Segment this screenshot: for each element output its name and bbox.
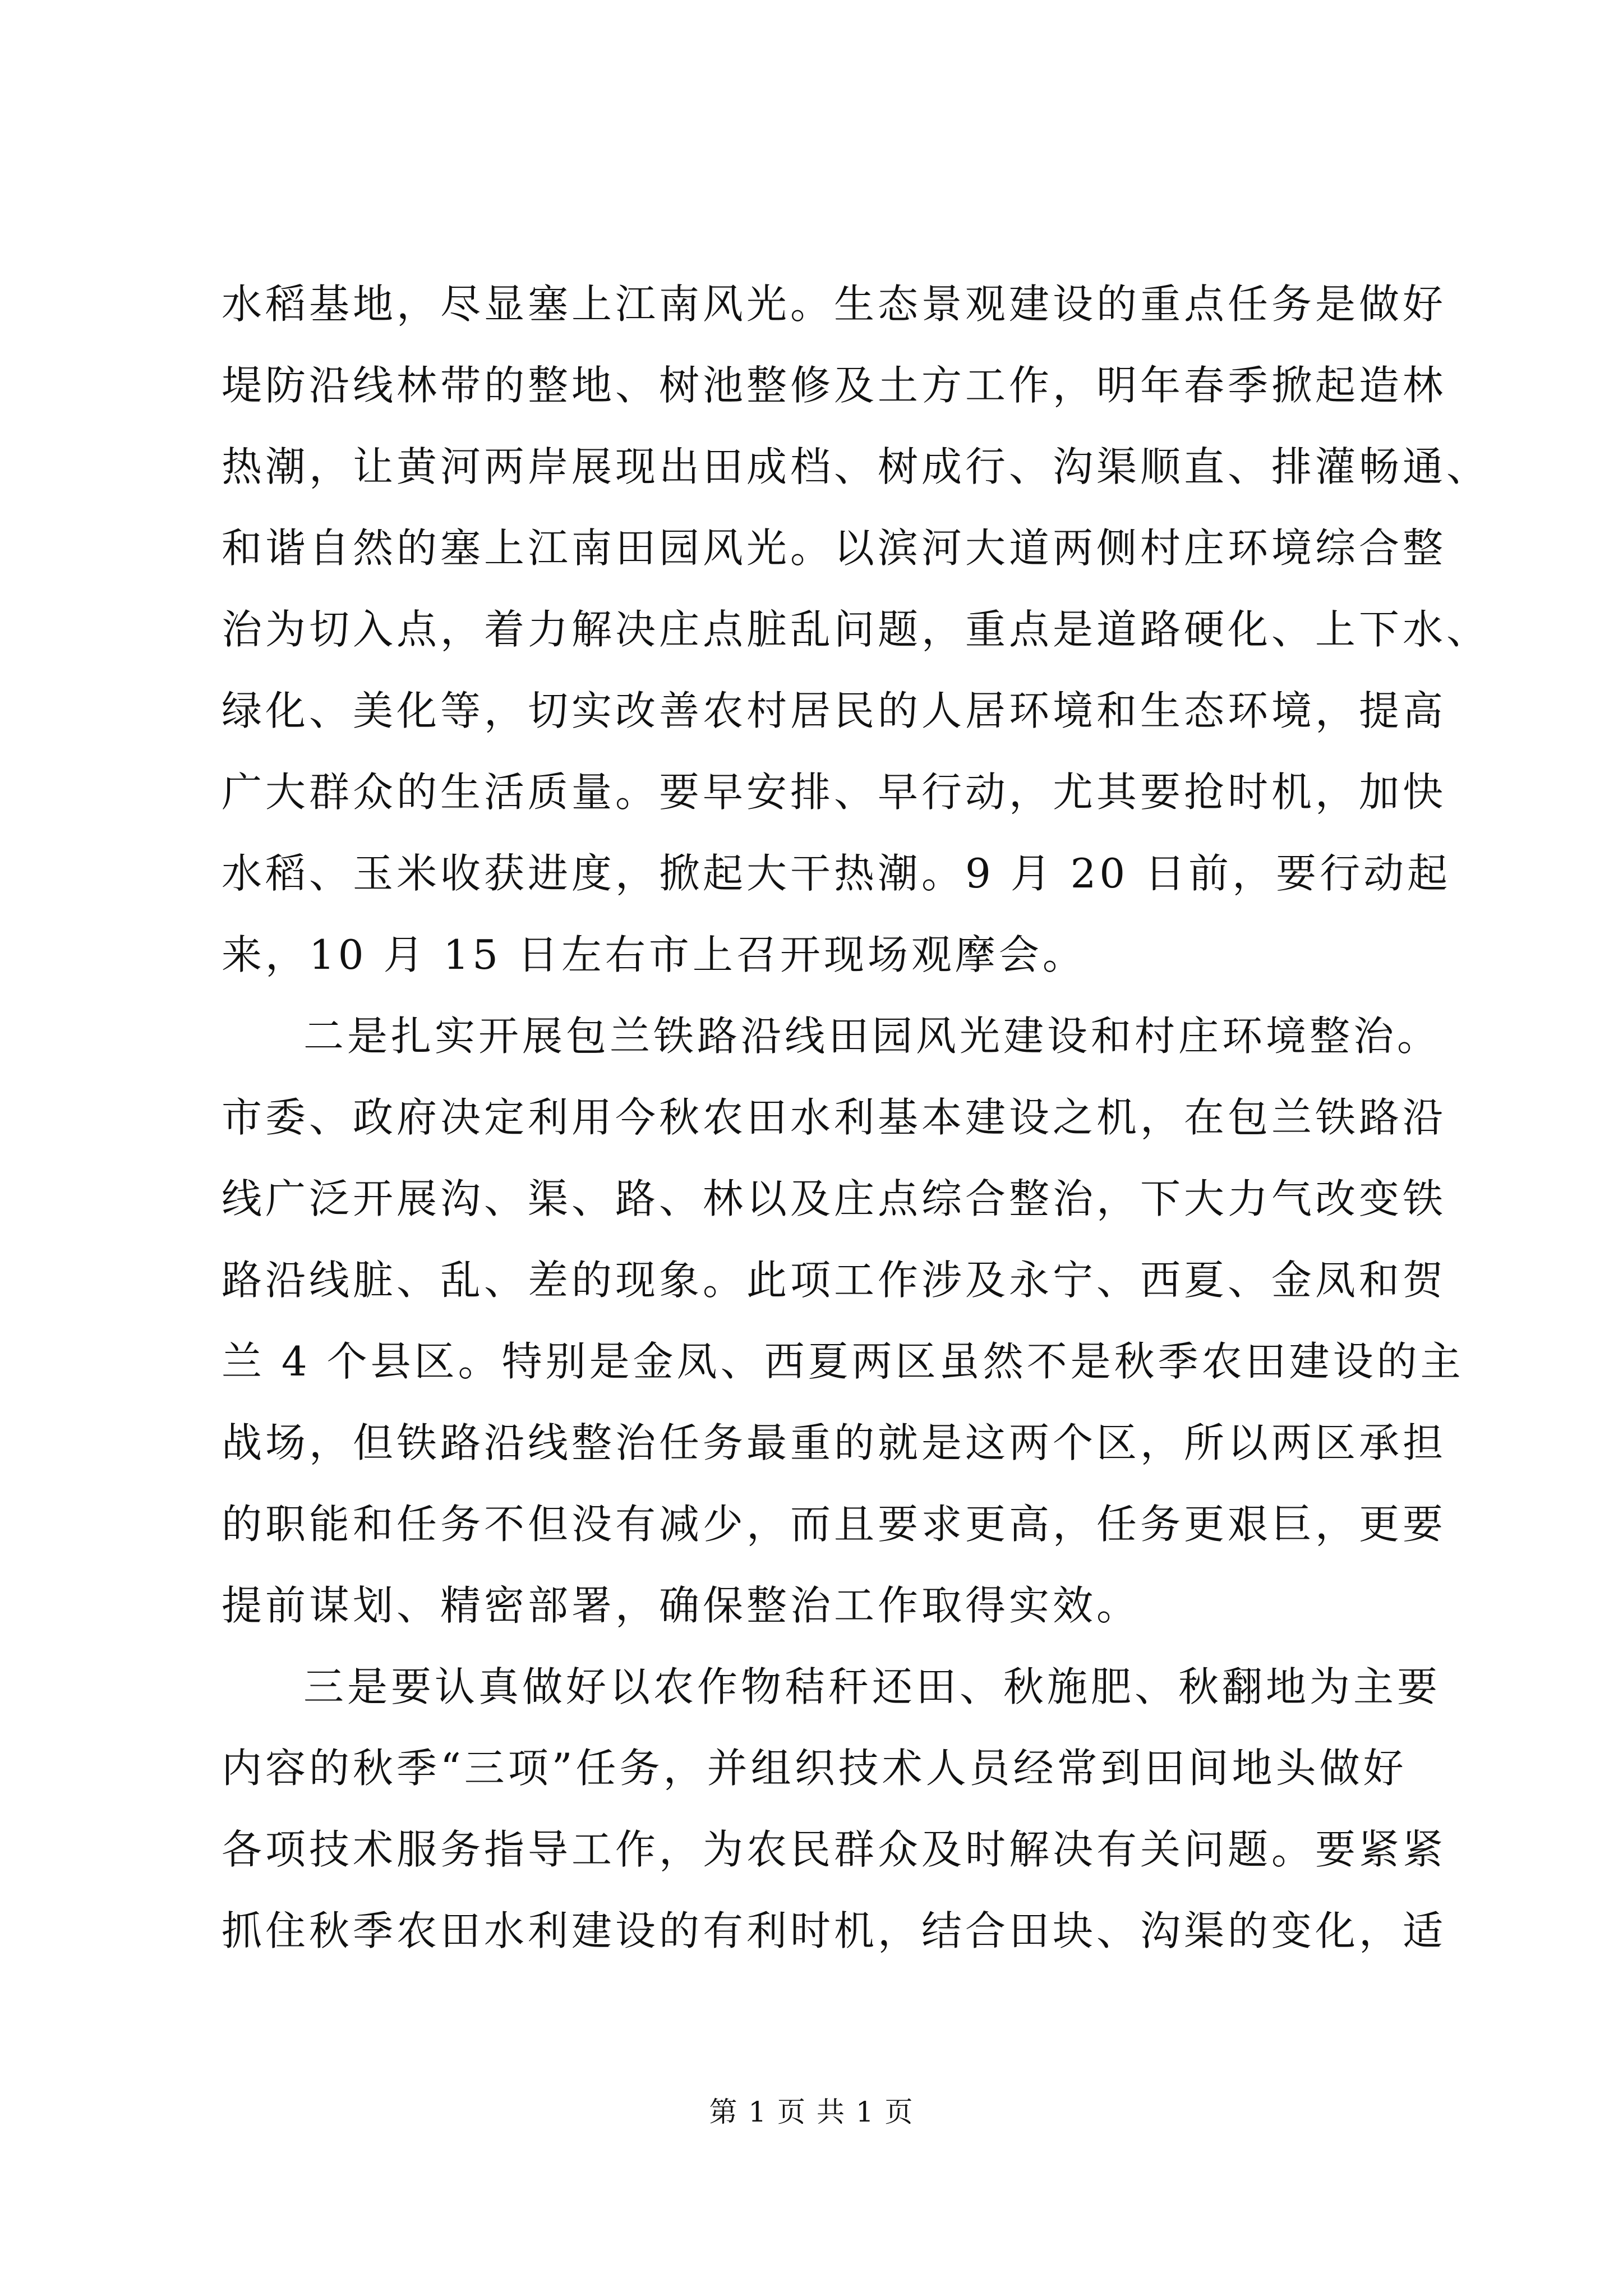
page-number-label: 第 1 页 共 1 页	[709, 2096, 914, 2128]
text-line: 水稻、玉米收获进度，掀起大干热潮。9 月 20 日前，要行动起	[222, 850, 1451, 897]
text-line: 水稻基地，尽显塞上江南风光。生态景观建设的重点任务是做好	[222, 280, 1447, 328]
text-line: 各项技术服务指导工作，为农民群众及时解决有关问题。要紧紧	[222, 1826, 1447, 1873]
text-line: 内容的秋季“三项”任务，并组织技术人员经常到田间地头做好	[222, 1745, 1407, 1792]
text-line: 治为切入点，着力解决庄点脏乱问题，重点是道路硬化、上下水、	[222, 606, 1491, 653]
paragraph-start-line: 三是要认真做好以农作物秸秆还田、秋施肥、秋翻地为主要	[303, 1663, 1441, 1710]
text-line: 抓住秋季农田水利建设的有利时机，结合田块、沟渠的变化，适	[222, 1907, 1447, 1954]
text-line: 提前谋划、精密部署，确保整治工作取得实效。	[222, 1582, 1141, 1629]
document-body	[222, 264, 1491, 1972]
text-line: 线广泛开展沟、渠、路、林以及庄点综合整治，下大力气改变铁	[222, 1175, 1447, 1222]
text-line: 战场，但铁路沿线整治任务最重的就是这两个区，所以两区承担	[222, 1419, 1447, 1466]
text-line: 的职能和任务不但没有减少，而且要求更高，任务更艰巨，更要	[222, 1501, 1447, 1548]
text-line: 来，10 月 15 日左右市上召开现场观摩会。	[222, 931, 1086, 978]
paragraph-start-line: 二是扎实开展包兰铁路沿线田园风光建设和村庄环境整治。	[303, 1013, 1441, 1060]
page-footer	[0, 2095, 1623, 2129]
text-line: 广大群众的生活质量。要早安排、早行动，尤其要抢时机，加快	[222, 769, 1447, 816]
text-line: 绿化、美化等，切实改善农村居民的人居环境和生态环境，提高	[222, 687, 1447, 734]
text-line: 市委、政府决定利用今秋农田水利基本建设之机，在包兰铁路沿	[222, 1094, 1447, 1141]
text-line: 兰 4 个县区。特别是金凤、西夏两区虽然不是秋季农田建设的主	[222, 1338, 1464, 1385]
text-line: 和谐自然的塞上江南田园风光。以滨河大道两侧村庄环境综合整	[222, 524, 1447, 572]
text-line: 热潮，让黄河两岸展现出田成档、树成行、沟渠顺直、排灌畅通、	[222, 443, 1491, 490]
text-line: 堤防沿线林带的整地、树池整修及土方工作，明年春季掀起造林	[222, 362, 1447, 409]
text-line: 路沿线脏、乱、差的现象。此项工作涉及永宁、西夏、金凤和贺	[222, 1257, 1447, 1304]
